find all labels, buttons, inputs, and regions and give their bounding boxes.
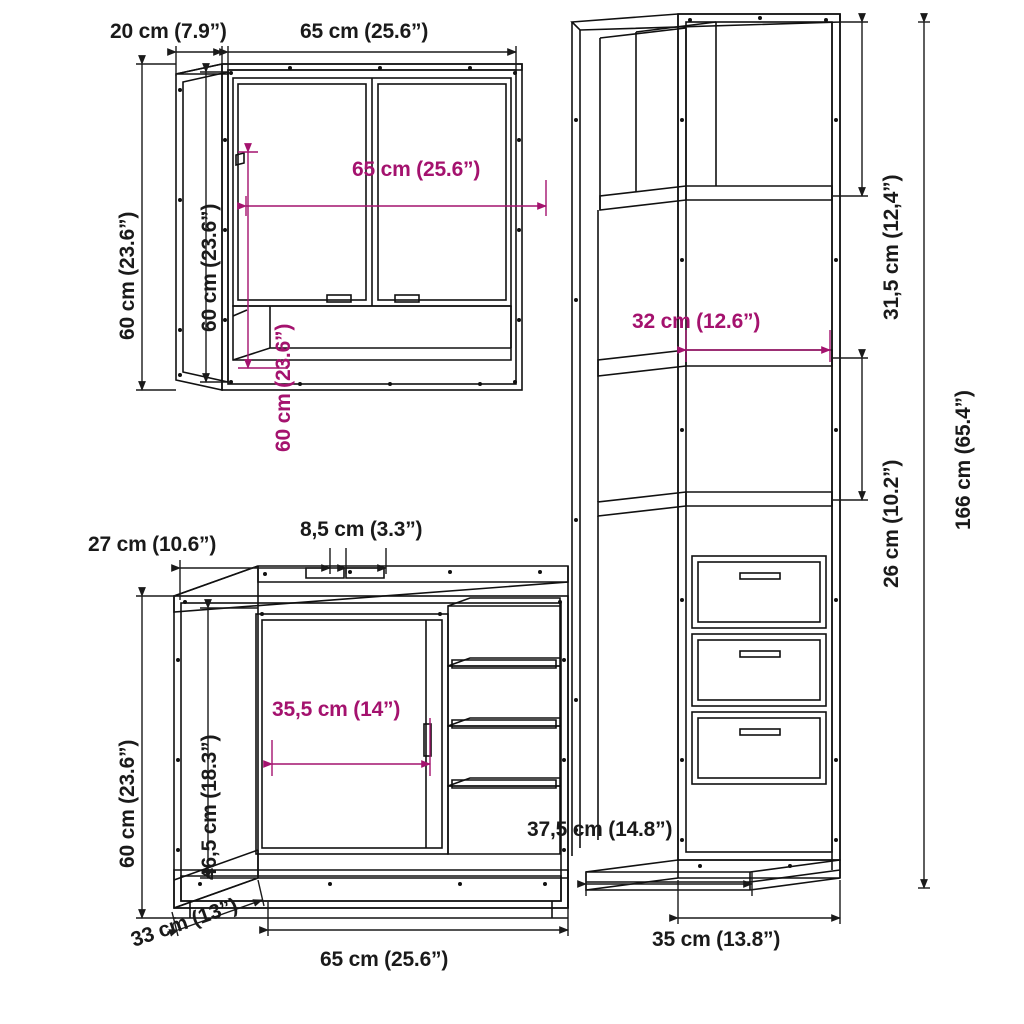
label-wall-cabinet-width: 65 cm (25.6”) bbox=[300, 20, 429, 43]
label-sink-cabinet-width: 65 cm (25.6”) bbox=[320, 948, 449, 971]
label-wall-cabinet-height-outer: 60 cm (23.6”) bbox=[116, 211, 139, 340]
label-wall-cabinet-depth: 20 cm (7.9”) bbox=[110, 20, 227, 43]
label-tall-cabinet-mid-section: 26 cm (10.2”) bbox=[880, 459, 903, 588]
label-tall-cabinet-depth: 37,5 cm (14.8”) bbox=[527, 818, 673, 841]
label-wall-cabinet-door-height: 60 cm (23.6”) bbox=[272, 323, 295, 452]
label-wall-cabinet-height-inner: 60 cm (23.6”) bbox=[198, 203, 221, 332]
label-wall-cabinet-door-width: 65 cm (25.6”) bbox=[352, 158, 481, 181]
label-sink-cabinet-top-depth: 27 cm (10.6”) bbox=[88, 533, 217, 556]
label-tall-cabinet-shelf-width: 32 cm (12.6”) bbox=[632, 310, 761, 333]
label-sink-cabinet-body-height: 46,5 cm (18.3”) bbox=[198, 734, 221, 880]
label-sink-cabinet-door-width: 35,5 cm (14”) bbox=[272, 698, 401, 721]
label-sink-cabinet-gap: 8,5 cm (3.3”) bbox=[300, 518, 423, 541]
label-tall-cabinet-total-height: 166 cm (65.4”) bbox=[952, 390, 975, 530]
label-sink-cabinet-depth: 33 cm (13”) bbox=[128, 893, 241, 952]
label-tall-cabinet-upper-section: 31,5 cm (12,4”) bbox=[880, 174, 903, 320]
label-sink-cabinet-height-outer: 60 cm (23.6”) bbox=[116, 739, 139, 868]
label-tall-cabinet-width: 35 cm (13.8”) bbox=[652, 928, 781, 951]
